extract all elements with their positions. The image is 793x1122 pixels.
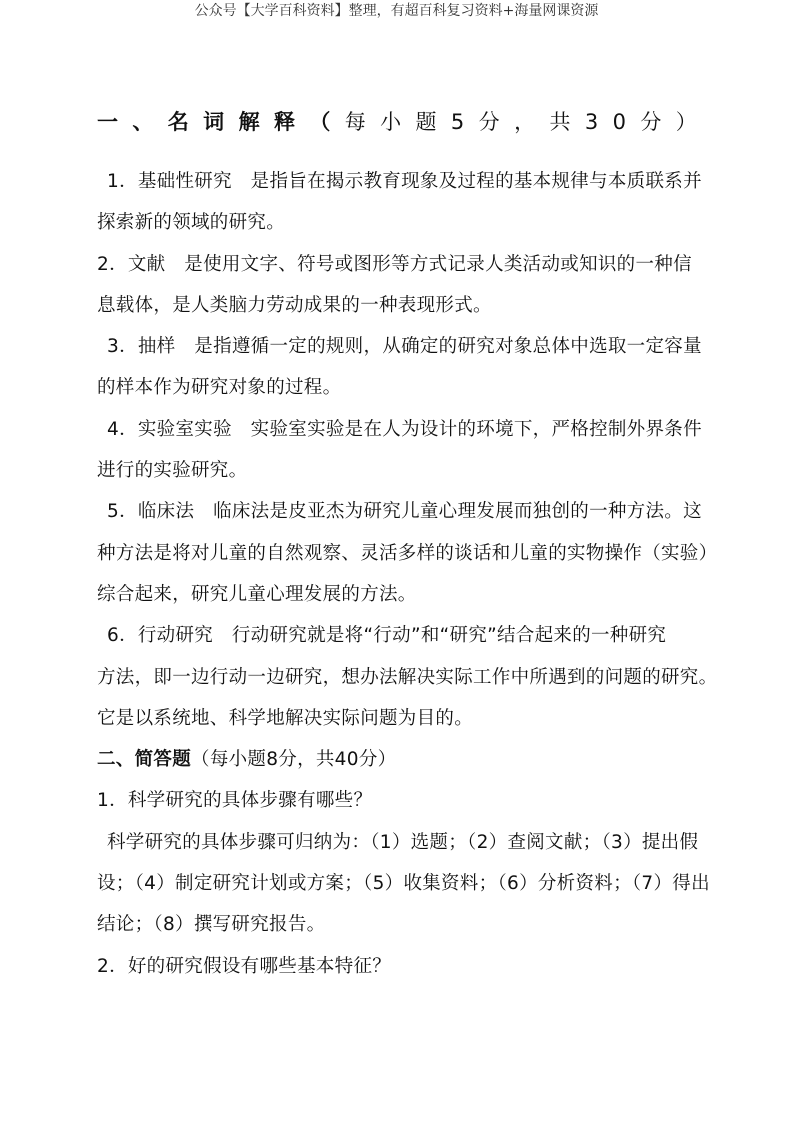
text-line: 方法，即一边行动一边研究，想办法解决实际工作中所遇到的问题的研究。 bbox=[97, 666, 718, 688]
text-line: 2．文献 是使用文字、符号或图形等方式记录人类活动或知识的一种信 bbox=[97, 253, 692, 275]
title-char: 释 bbox=[273, 110, 295, 134]
title-char: ， bbox=[514, 110, 536, 134]
title-char: 一 bbox=[97, 110, 118, 134]
text-line: 种方法是将对儿童的自然观察、灵活多样的谈话和儿童的实物操作（实验） bbox=[97, 542, 718, 564]
document-body bbox=[97, 161, 718, 987]
text-line: 结论；（8）撰写研究报告。 bbox=[97, 914, 326, 936]
title-char: 、 bbox=[132, 110, 154, 134]
title-char: 小 bbox=[380, 110, 402, 134]
title-char: 词 bbox=[203, 110, 225, 134]
text-line: 科学研究的具体步骤可归纳为：（1）选题；（2）查阅文献；（3）提出假 bbox=[107, 831, 699, 853]
title-char: 名 bbox=[167, 110, 189, 134]
text-line: 综合起来，研究儿童心理发展的方法。 bbox=[97, 583, 417, 605]
text-line: 3．抽样 是指遵循一定的规则，从确定的研究对象总体中选取一定容量 bbox=[107, 336, 702, 358]
text-line: 探索新的领域的研究。 bbox=[97, 212, 286, 234]
title-char: ） bbox=[675, 110, 697, 134]
page-header-watermark: 公众号【大学百科资料】整理，有超百科复习资料+海量网课资源 bbox=[194, 3, 599, 19]
title-char: 分 bbox=[640, 110, 662, 134]
text-line: 1．基础性研究 是指旨在揭示教育现象及过程的基本规律与本质联系并 bbox=[107, 171, 702, 192]
text-line: 2．好的研究假设有哪些基本特征？ bbox=[97, 955, 392, 977]
text-line: 4．实验室实验 实验室实验是在人为设计的环境下，严格控制外界条件 bbox=[107, 418, 702, 440]
text-line: 5．临床法 临床法是皮亚杰为研究儿童心理发展而独创的一种方法。这 bbox=[107, 501, 702, 523]
section-2-title-bold: 二、简答题 bbox=[97, 749, 192, 771]
text-line: 1．科学研究的具体步骤有哪些？ bbox=[97, 790, 373, 812]
title-char: 题 bbox=[415, 110, 437, 134]
title-char: 共 bbox=[549, 110, 571, 134]
section-1-title bbox=[97, 106, 697, 138]
text-line: 它是以系统地、科学地解决实际问题为目的。 bbox=[97, 707, 474, 729]
section-2-title bbox=[97, 739, 702, 780]
title-char: 5 bbox=[450, 110, 465, 134]
title-char: 解 bbox=[238, 110, 260, 134]
title-char: 0 bbox=[612, 110, 626, 134]
title-char: 分 bbox=[478, 110, 500, 134]
text-line: 的样本作为研究对象的过程。 bbox=[97, 377, 342, 399]
title-char: 3 bbox=[584, 110, 599, 134]
text-line: 6．行动研究 行动研究就是将“行动”和“研究”结合起来的一种研究 bbox=[107, 625, 667, 647]
section-2-title-score: （每小题8分，共40分） bbox=[191, 749, 397, 771]
title-char: 每 bbox=[344, 110, 366, 134]
text-line: 息载体，是人类脑力劳动成果的一种表现形式。 bbox=[97, 294, 492, 316]
text-line: 设；（4）制定研究计划或方案；（5）收集资料；（6）分析资料；（7）得出 bbox=[97, 873, 710, 895]
title-char: （ bbox=[309, 110, 331, 134]
text-line: 进行的实验研究。 bbox=[97, 460, 248, 482]
